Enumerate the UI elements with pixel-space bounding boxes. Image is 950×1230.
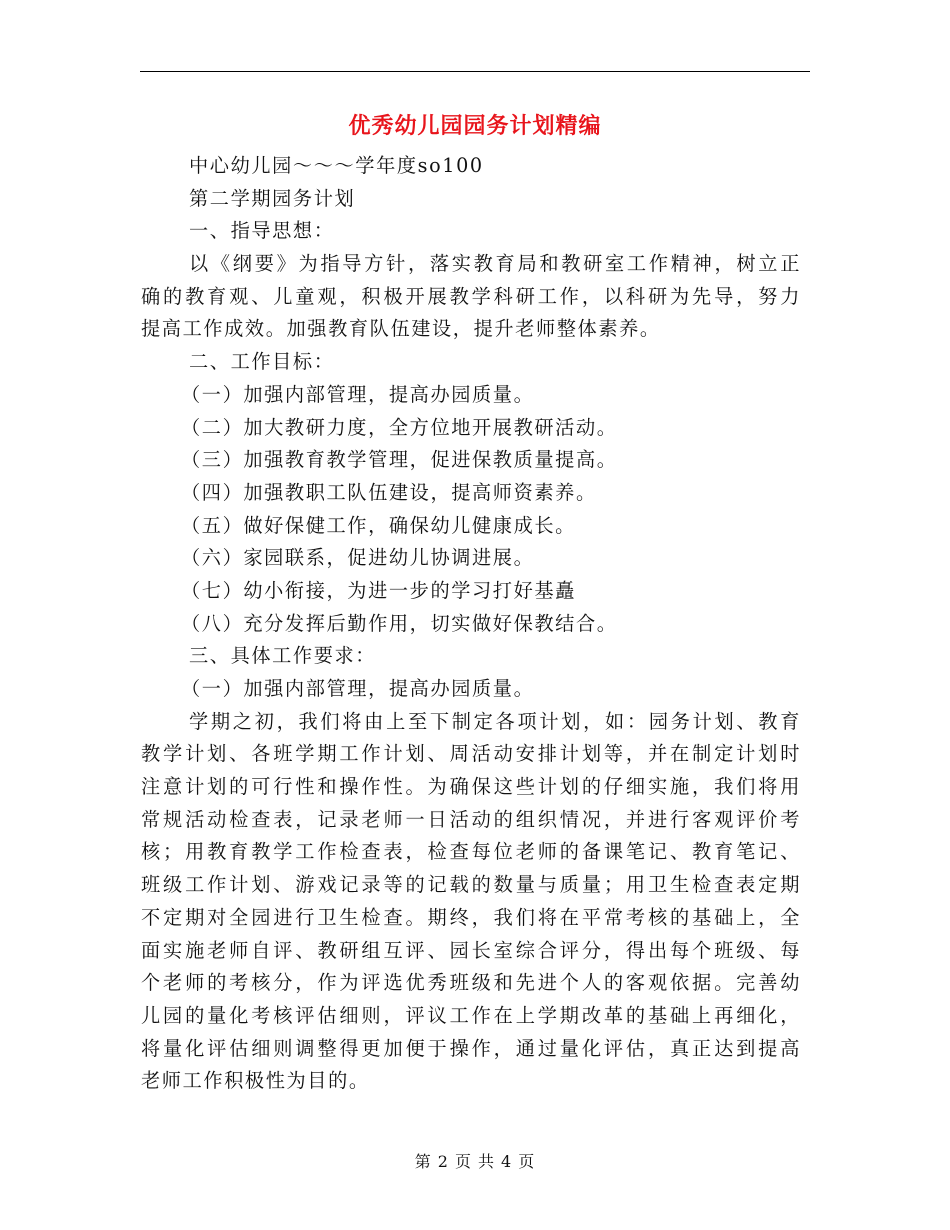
paragraph-line: 将量化评估细则调整得更加便于操作，通过量化评估，真正达到提高 [141,1036,801,1060]
list-item: （三）加强教育教学管理，促进保教质量提高。 [181,448,618,472]
paragraph-line: 班级工作计划、游戏记录等的记载的数量与质量；用卫生检查表定期 [141,873,801,897]
paragraph-line: 核；用教育教学工作检查表，检查每位老师的备课笔记、教育笔记、 [141,840,801,864]
paragraph-line: 学期之初，我们将由上至下制定各项计划，如：园务计划、教育 [189,709,801,733]
section-heading: 一、指导思想： [189,219,335,243]
footer-page-mid: 页 [454,1152,472,1171]
list-item: （六）家园联系，促进幼儿协调进展。 [181,546,535,570]
paragraph-line: 注意计划的可行性和操作性。为确保这些计划的仔细实施，我们将用 [141,775,801,799]
section-heading: 二、工作目标： [189,350,335,374]
paragraph-line: 常规活动检查表，记录老师一日活动的组织情况，并进行客观评价考 [141,807,801,831]
paragraph-line: 确的教育观、儿童观，积极开展教学科研工作，以科研为先导，努力 [141,284,801,308]
section-heading: 三、具体工作要求： [189,644,377,668]
paragraph-line: 儿园的量化考核评估细则，评议工作在上学期改革的基础上再细化， [141,1003,801,1027]
body-line: 第二学期园务计划 [189,186,356,210]
paragraph-line: 个老师的考核分，作为评选优秀班级和先进个人的客观依据。完善幼 [141,971,801,995]
body-line: 中心幼儿园～～～学年度so100 [189,154,484,177]
header-rule [140,71,810,72]
paragraph-line: 面实施老师自评、教研组互评、园长室综合评分，得出每个班级、每 [141,938,801,962]
footer-total-prefix: 共 [478,1152,496,1171]
paragraph-line: 不定期对全园进行卫生检查。期终，我们将在平常考核的基础上，全 [141,905,801,929]
list-item: （二）加大教研力度，全方位地开展教研活动。 [181,415,618,439]
list-item: （一）加强内部管理，提高办园质量。 [181,677,535,700]
document-title: 优秀幼儿园园务计划精编 [348,113,602,139]
paragraph-line: 以《纲要》为指导方针，落实教育局和教研室工作精神，树立正 [189,252,801,276]
page-footer [0,1150,950,1174]
paragraph-line: 教学计划、各班学期工作计划、周活动安排计划等，并在制定计划时 [141,742,801,766]
footer-page-current: 2 [437,1152,449,1171]
footer-page-prefix: 第 [414,1152,432,1171]
list-item: （八）充分发挥后勤作用，切实做好保教结合。 [181,611,618,635]
paragraph-line: 老师工作积极性为目的。 [141,1069,370,1093]
list-item: （四）加强教职工队伍建设，提高师资素养。 [181,480,597,504]
footer-page-total: 4 [501,1152,513,1171]
footer-page-suffix: 页 [518,1152,536,1171]
list-item: （五）做好保健工作，确保幼儿健康成长。 [181,513,576,537]
document-body [141,150,801,1098]
paragraph-line: 提高工作成效。加强教育队伍建设，提升老师整体素养。 [141,317,661,341]
list-item: （七）幼小衔接，为进一步的学习打好基矗 [181,578,576,602]
list-item: （一）加强内部管理，提高办园质量。 [181,382,535,406]
